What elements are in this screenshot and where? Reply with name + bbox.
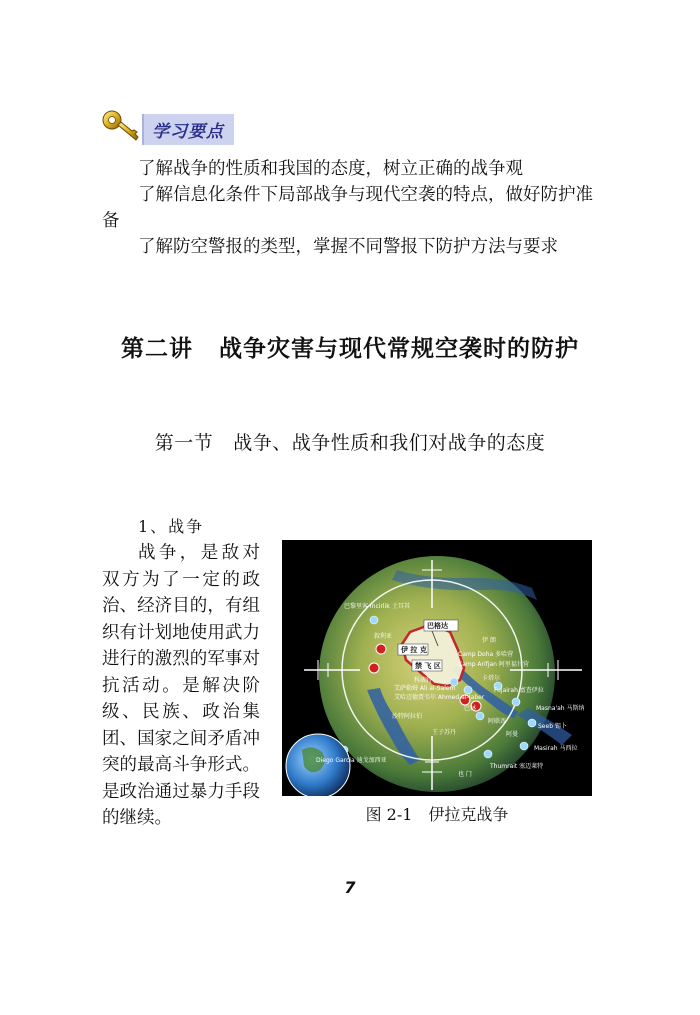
map-label-masirah: Masirah 马西拉: [534, 745, 578, 752]
map-label-diego-garcia: Diego Garcia 迪戈加西亚: [316, 757, 387, 764]
section-title-text: 战争、战争性质和我们对战争的态度: [233, 432, 546, 454]
lecture-title-text: 战争灾害与现代常规空袭时的防护: [219, 336, 579, 362]
map-label-seeb: Seeb 锡卜: [538, 723, 567, 730]
objective-item: 了解防空警报的类型，掌握不同警报下防护方法与要求: [138, 237, 558, 257]
key-points-header: [100, 108, 234, 144]
map-label-camp-arifjan: Camp Arifjan 阿里福甘营: [458, 661, 529, 668]
map-label-no-fly-zone: 禁 飞 区: [415, 662, 441, 670]
map-label-baghdad: 巴格达: [427, 622, 448, 630]
section-number: 第一节: [154, 432, 214, 454]
map-label-fujairah: Fujairah 富查伊拉: [494, 687, 544, 694]
key-icon: [100, 108, 144, 144]
map-label-camp-doha: Camp Doha 多哈营: [458, 651, 514, 658]
map-label-oman: 阿曼: [506, 731, 519, 738]
map-label-syria: 叙利亚: [374, 633, 393, 640]
map-label-yemen: 也 门: [458, 771, 472, 778]
map-label-uae: 阿联酋: [488, 718, 507, 725]
subsection-body: 战争，是敌对双方为了一定的政治、经济目的，有组织有计划地使用武力进行的激烈的军事对抗活动。是解决阶级、民族、政治集团、国家之间矛盾冲突的最高斗争形式。是政治通过暴力手段的继续。: [102, 543, 260, 828]
key-points-label: 学习要点: [142, 114, 234, 145]
map-label-incirlik: 巴黎里客 Incirlik: [344, 603, 390, 610]
map-label-iran: 伊 朗: [482, 637, 496, 644]
map-label-thumrait: Thumrait 塞迈莱特: [490, 763, 544, 770]
lecture-title: [0, 330, 700, 363]
map-label-prince-sultan: 王子苏丹: [432, 729, 457, 736]
subsection-heading: 1、战争: [138, 517, 205, 536]
objective-item: 了解战争的性质和我国的态度，树立正确的战争观: [138, 159, 523, 179]
map-label-iraq: 伊 拉 克: [401, 646, 427, 654]
map-label-masnaah: Masna'ah 马斯纳: [536, 705, 585, 712]
map-label-saudi-arabia: 沙特阿拉伯: [392, 713, 423, 720]
objective-item: 了解信息化条件下局部战争与现代空袭的特点，做好防护准备: [102, 185, 593, 231]
learning-objectives: [102, 156, 602, 260]
map-label-qatar: 卡塔尔: [482, 675, 501, 682]
figure-number: 图 2-1: [365, 805, 413, 824]
figure-caption: [282, 802, 592, 825]
lecture-number: 第二讲: [121, 336, 193, 362]
map-label-turkey: 土耳其: [392, 603, 411, 610]
map-label-kuwait: 科威特: [414, 677, 433, 684]
page-number: 7: [344, 878, 356, 897]
iraq-war-map: [282, 540, 592, 796]
figure-title: 伊拉克战争: [428, 805, 509, 824]
map-label-bahrain: 巴林: [464, 705, 477, 712]
map-label-ali-al-salem: 艾萨勒姆 Ali al-Salem: [394, 685, 456, 692]
section-title: [0, 428, 700, 455]
map-label-ahmed-al-jaber: 艾哈迈德贾韦尔 Ahmed al-Jaber: [394, 694, 485, 701]
